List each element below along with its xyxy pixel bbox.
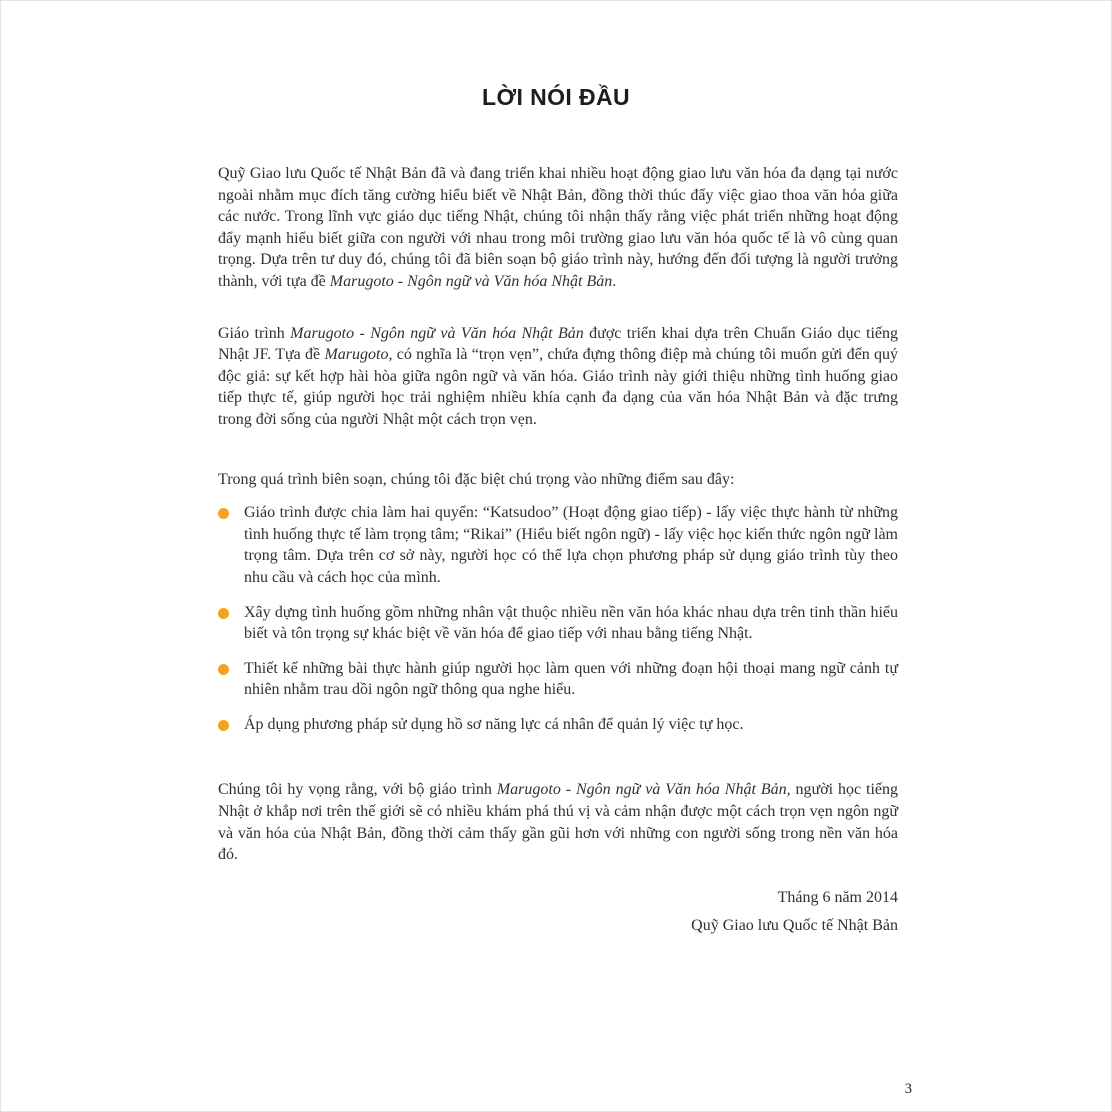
- signature-block: [218, 884, 898, 941]
- bullet-text: Xây dựng tình huống gồm những nhân vật thuộc nhiều nền văn hóa khác nhau dựa trên tinh thần hiểu biết và tôn trọng sự khác biệt về văn hóa để giao tiếp với nhau bằng tiếng Nhật.: [244, 603, 898, 643]
- bullet-text: Giáo trình được chia làm hai quyển: “Katsudoo” (Hoạt động giao tiếp) - lấy việc thực hành từ những tình huống thực tế làm trọng tâm; “Rikai” (Hiểu biết ngôn ngữ) - lấy việc học kiến thức ngôn ngữ làm trọng tâm. Dựa trên cơ sở này, người học có thể lựa chọn phương pháp sử dụng giáo trình tùy theo nhu cầu và cách học của mình.: [244, 504, 898, 586]
- bullet-list: [218, 502, 898, 735]
- bullet-icon: [218, 664, 229, 675]
- paragraph-marugoto-description: Giáo trình Marugoto - Ngôn ngữ và Văn hóa Nhật Bản được triển khai dựa trên Chuẩn Giáo dục tiếng Nhật JF. Tựa đề Marugoto, có nghĩa là “trọn vẹn”, chứa đựng thông điệp mà chúng tôi muốn gửi đến quý độc giả: sự kết hợp hài hòa giữa ngôn ngữ và văn hóa. Giáo trình này giới thiệu những tình huống giao tiếp thực tế, giúp người học trải nghiệm nhiều khía cạnh đa dạng của văn hóa Nhật Bản và đặc trưng trong đời sống của người Nhật một cách trọn vẹn.: [218, 324, 899, 428]
- bullet-list-intro: Trong quá trình biên soạn, chúng tôi đặc biệt chú trọng vào những điểm sau đây:: [218, 470, 735, 488]
- list-item: [218, 714, 898, 736]
- bullet-text: Thiết kế những bài thực hành giúp người học làm quen với những đoạn hội thoại mang ngữ cảnh tự nhiên nhằm trau dồi ngôn ngữ thông qua nghe hiểu.: [244, 659, 898, 699]
- list-item: [218, 658, 898, 701]
- closing-paragraph: Chúng tôi hy vọng rằng, với bộ giáo trình Marugoto - Ngôn ngữ và Văn hóa Nhật Bản, người học tiếng Nhật ở khắp nơi trên thế giới sẽ có nhiều khám phá thú vị và cảm nhận được một cách trọn vẹn ngôn ngữ và văn hóa của Nhật Bản, đồng thời cảm thấy gần gũi hơn với những con người sống trong nền văn hóa đó.: [218, 781, 899, 864]
- bullet-icon: [218, 720, 229, 731]
- paragraph-intro-foundation: Quỹ Giao lưu Quốc tế Nhật Bản đã và đang triển khai nhiều hoạt động giao lưu văn hóa đa dạng tại nước ngoài nhằm mục đích tăng cường hiểu biết về Nhật Bản, đồng thời thúc đẩy việc giao thoa văn hóa giữa các nước. Trong lĩnh vực giáo dục tiếng Nhật, chúng tôi nhận thấy rằng việc phát triển những hoạt động đẩy mạnh hiểu biết giữa con người với nhau trong môi trường giao lưu văn hóa quốc tế là vô cùng quan trọng. Dựa trên tư duy đó, chúng tôi đã biên soạn bộ giáo trình này, hướng đến đối tượng là người trưởng thành, với tựa đề Marugoto - Ngôn ngữ và Văn hóa Nhật Bản.: [218, 165, 898, 290]
- page-number: 3: [904, 1081, 912, 1097]
- signature-line: Quỹ Giao lưu Quốc tế Nhật Bản: [691, 917, 898, 935]
- list-item: [218, 502, 898, 588]
- bullet-icon: [218, 508, 229, 519]
- page-title: LỜI NÓI ĐẦU: [482, 84, 630, 110]
- bullet-icon: [218, 608, 229, 619]
- list-item: [218, 602, 898, 645]
- date-line: Tháng 6 năm 2014: [777, 888, 898, 906]
- bullet-text: Áp dụng phương pháp sử dụng hồ sơ năng lực cá nhân để quản lý việc tự học.: [244, 715, 744, 733]
- document-body: [218, 163, 898, 941]
